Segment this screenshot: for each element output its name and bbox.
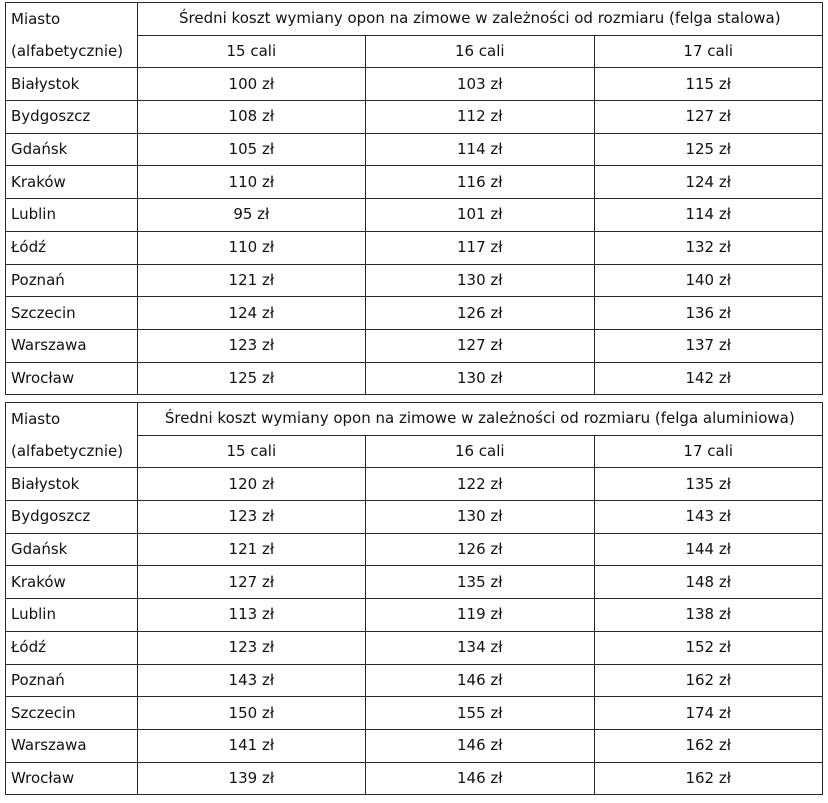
city-name: Wrocław: [6, 362, 138, 395]
price-cell: 110 zł: [137, 166, 365, 199]
price-cell: 174 zł: [594, 697, 823, 730]
city-header-sublabel: (alfabetycznie): [6, 435, 138, 468]
size-header-row: [6, 35, 823, 68]
size-header-row: [6, 435, 823, 468]
price-cell: 125 zł: [137, 362, 365, 395]
price-cell: 95 zł: [137, 199, 365, 232]
price-cell: 136 zł: [594, 297, 823, 330]
price-cell: 162 zł: [594, 762, 823, 795]
table-row: [6, 329, 823, 362]
price-cell: 120 zł: [137, 468, 365, 501]
city-name: Poznań: [6, 664, 138, 697]
table-row: [6, 501, 823, 534]
table-row: [6, 264, 823, 297]
table-body: [6, 403, 823, 795]
price-cell: 137 zł: [594, 329, 823, 362]
city-name: Łódź: [6, 231, 138, 264]
city-name: Kraków: [6, 166, 138, 199]
price-cell: 135 zł: [594, 468, 823, 501]
price-cell: 125 zł: [594, 133, 823, 166]
price-cell: 103 zł: [366, 68, 594, 101]
table-row: [6, 729, 823, 762]
price-cell: 105 zł: [137, 133, 365, 166]
size-header: 15 cali: [137, 35, 365, 68]
city-name: Szczecin: [6, 297, 138, 330]
steel-rim-price-table: [5, 2, 823, 395]
price-cell: 162 zł: [594, 729, 823, 762]
price-cell: 148 zł: [594, 566, 823, 599]
table-row: [6, 166, 823, 199]
table-row: [6, 631, 823, 664]
city-name: Białystok: [6, 68, 138, 101]
table-row: [6, 599, 823, 632]
city-name: Gdańsk: [6, 133, 138, 166]
city-header-label: Miasto: [6, 3, 138, 36]
price-cell: 139 zł: [137, 762, 365, 795]
price-cell: 110 zł: [137, 231, 365, 264]
size-header: 15 cali: [137, 435, 365, 468]
price-cell: 101 zł: [366, 199, 594, 232]
city-name: Szczecin: [6, 697, 138, 730]
table-row: [6, 68, 823, 101]
price-cell: 140 zł: [594, 264, 823, 297]
price-cell: 123 zł: [137, 329, 365, 362]
price-cell: 144 zł: [594, 533, 823, 566]
table-row: [6, 297, 823, 330]
price-cell: 146 zł: [366, 729, 594, 762]
table-title-row: [6, 3, 823, 36]
price-cell: 142 zł: [594, 362, 823, 395]
table-row: [6, 231, 823, 264]
price-cell: 141 zł: [137, 729, 365, 762]
city-header-sublabel: (alfabetycznie): [6, 35, 138, 68]
city-name: Warszawa: [6, 729, 138, 762]
price-cell: 119 zł: [366, 599, 594, 632]
price-cell: 130 zł: [366, 264, 594, 297]
aluminium-rim-price-table: [5, 402, 823, 795]
table-row: [6, 468, 823, 501]
table-row: [6, 762, 823, 795]
price-cell: 115 zł: [594, 68, 823, 101]
price-cell: 126 zł: [366, 297, 594, 330]
price-cell: 100 zł: [137, 68, 365, 101]
price-cell: 134 zł: [366, 631, 594, 664]
table-row: [6, 697, 823, 730]
price-cell: 127 zł: [594, 101, 823, 134]
table-row: [6, 664, 823, 697]
table-row: [6, 101, 823, 134]
price-cell: 155 zł: [366, 697, 594, 730]
price-cell: 143 zł: [594, 501, 823, 534]
table-title: Średni koszt wymiany opon na zimowe w zależności od rozmiaru (felga aluminiowa): [137, 403, 822, 436]
price-cell: 124 zł: [137, 297, 365, 330]
city-name: Lublin: [6, 599, 138, 632]
price-cell: 123 zł: [137, 501, 365, 534]
city-header-label: Miasto: [6, 403, 138, 436]
price-cell: 122 zł: [366, 468, 594, 501]
size-header: 16 cali: [366, 35, 594, 68]
table-title: Średni koszt wymiany opon na zimowe w zależności od rozmiaru (felga stalowa): [137, 3, 822, 36]
price-cell: 121 zł: [137, 533, 365, 566]
table-body: [6, 3, 823, 395]
table-row: [6, 566, 823, 599]
city-name: Wrocław: [6, 762, 138, 795]
city-name: Warszawa: [6, 329, 138, 362]
price-cell: 146 zł: [366, 762, 594, 795]
table-row: [6, 133, 823, 166]
price-cell: 108 zł: [137, 101, 365, 134]
price-cell: 162 zł: [594, 664, 823, 697]
table-row: [6, 362, 823, 395]
size-header: 16 cali: [366, 435, 594, 468]
size-header: 17 cali: [594, 435, 823, 468]
price-cell: 126 zł: [366, 533, 594, 566]
price-cell: 124 zł: [594, 166, 823, 199]
price-cell: 146 zł: [366, 664, 594, 697]
city-name: Białystok: [6, 468, 138, 501]
price-cell: 150 zł: [137, 697, 365, 730]
price-cell: 143 zł: [137, 664, 365, 697]
city-name: Lublin: [6, 199, 138, 232]
price-cell: 152 zł: [594, 631, 823, 664]
price-cell: 130 zł: [366, 362, 594, 395]
price-cell: 117 zł: [366, 231, 594, 264]
price-cell: 130 zł: [366, 501, 594, 534]
price-cell: 121 zł: [137, 264, 365, 297]
table-row: [6, 199, 823, 232]
city-name: Łódź: [6, 631, 138, 664]
city-name: Bydgoszcz: [6, 501, 138, 534]
price-cell: 112 zł: [366, 101, 594, 134]
price-cell: 135 zł: [366, 566, 594, 599]
size-header: 17 cali: [594, 35, 823, 68]
table-title-row: [6, 403, 823, 436]
city-name: Gdańsk: [6, 533, 138, 566]
price-cell: 127 zł: [137, 566, 365, 599]
price-cell: 127 zł: [366, 329, 594, 362]
price-cell: 132 zł: [594, 231, 823, 264]
city-name: Kraków: [6, 566, 138, 599]
price-cell: 114 zł: [594, 199, 823, 232]
price-cell: 116 zł: [366, 166, 594, 199]
city-name: Bydgoszcz: [6, 101, 138, 134]
price-cell: 114 zł: [366, 133, 594, 166]
city-name: Poznań: [6, 264, 138, 297]
price-cell: 113 zł: [137, 599, 365, 632]
table-row: [6, 533, 823, 566]
price-cell: 138 zł: [594, 599, 823, 632]
price-cell: 123 zł: [137, 631, 365, 664]
